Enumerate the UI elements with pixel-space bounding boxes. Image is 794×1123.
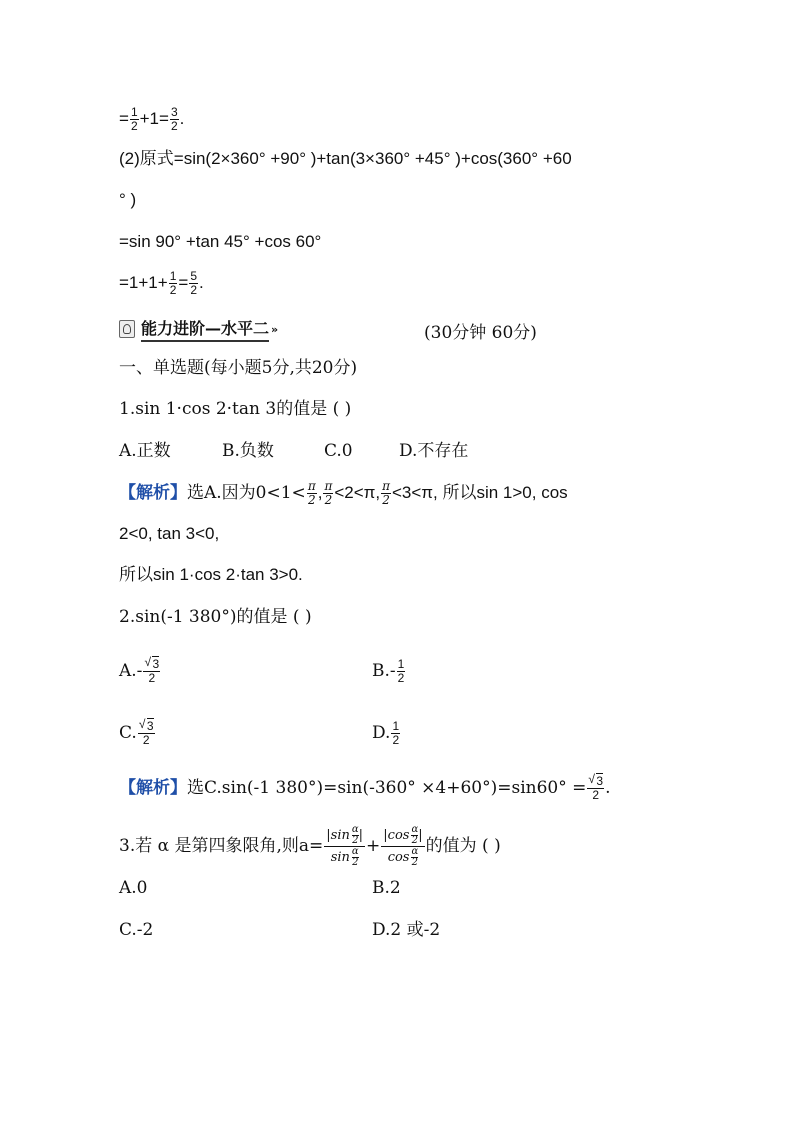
denominator: 2: [397, 671, 405, 685]
question-3-option-d: D.2 或-2: [372, 920, 441, 940]
question-2-option-a: [119, 658, 161, 685]
question-1-stem: 1.sin 1·cos 2·tan 3的值是 ( ): [119, 399, 352, 419]
numerator: α: [411, 824, 419, 835]
numerator: α: [351, 824, 359, 835]
denominator: 2: [411, 835, 419, 846]
option-label: B.-: [372, 661, 396, 681]
section-title: 能力进阶—水平二: [141, 316, 269, 342]
numerator: π: [324, 479, 333, 493]
denominator: 2: [307, 493, 316, 507]
question-1-option-a: A.正数: [119, 441, 171, 461]
numerator: 1: [392, 719, 400, 733]
radicand: 3: [596, 774, 604, 788]
text: .: [179, 108, 185, 128]
denominator: 2: [392, 733, 400, 747]
numerator: 1: [130, 105, 138, 119]
lightbulb-icon: [119, 320, 135, 338]
question-1-analysis-line-3: 所以sin 1·cos 2·tan 3>0.: [119, 565, 303, 584]
denominator: 2: [190, 283, 198, 297]
text: 3.若 α 是第四象限角,则a=: [119, 836, 324, 856]
denominator: 2: [324, 493, 333, 507]
question-1-option-c: C.0: [324, 441, 353, 461]
fraction: [587, 775, 604, 802]
fraction: [391, 720, 400, 747]
sqrt-symbol: [139, 719, 154, 733]
analysis-label: 【解析】: [119, 483, 187, 503]
option-label: D.: [372, 723, 391, 743]
numerator: α: [351, 846, 359, 857]
text: 选C.sin(-1 380°)=sin(-360° ×4+60°)=sin60° =: [187, 778, 587, 798]
question-2-option-c: [119, 720, 156, 747]
text: +: [366, 836, 381, 856]
text: .: [605, 778, 611, 798]
fraction: [189, 270, 198, 297]
fraction: [130, 106, 139, 133]
denominator: 2: [352, 857, 359, 868]
analysis-label: 【解析】: [119, 778, 187, 798]
text: |: [358, 828, 364, 843]
solution-line-3: ° ): [119, 190, 137, 209]
text: =: [119, 108, 129, 128]
solution-line-2: (2)原式=sin(2×360° +90° )+tan(3×360° +45° )+cos(360° +60: [119, 149, 572, 168]
section-timing: (30分钟 60分): [424, 323, 537, 343]
sqrt-symbol: [144, 657, 159, 671]
alpha-half: [352, 825, 359, 846]
text: +1=: [139, 108, 169, 128]
numerator: 3: [170, 105, 178, 119]
section-header: [119, 316, 278, 342]
radicand: 3: [152, 657, 160, 671]
text: <2<π,: [334, 483, 381, 502]
numerator: 1: [169, 269, 177, 283]
text: ,: [317, 483, 323, 502]
question-3-option-a: A.0: [119, 878, 148, 898]
text: cos: [387, 850, 410, 865]
text: <3<π, 所以sin 1>0, cos: [391, 483, 568, 502]
text: =1+1+: [119, 272, 168, 292]
denominator: 2: [382, 493, 390, 507]
numerator: 1: [397, 657, 405, 671]
fraction: [381, 480, 391, 507]
solution-line-1: [119, 106, 184, 133]
fraction: [169, 270, 178, 297]
question-group-header: 一、单选题(每小题5分,共20分): [119, 358, 358, 378]
fraction: [397, 658, 406, 685]
question-2-analysis: [119, 775, 610, 802]
numerator: α: [411, 846, 419, 857]
fraction: [143, 658, 160, 685]
denominator: 2: [142, 733, 150, 747]
denominator: 2: [130, 119, 138, 133]
question-3-option-c: C.-2: [119, 920, 154, 940]
denominator: 2: [169, 283, 177, 297]
text: .: [199, 272, 204, 292]
solution-line-5: [119, 270, 204, 297]
radicand: 3: [146, 719, 154, 733]
denominator: 2: [148, 671, 156, 685]
question-1-option-b: B.负数: [222, 441, 274, 461]
text: 的值为 ( ): [425, 836, 501, 856]
question-2-option-b: [372, 658, 406, 685]
fraction: [170, 106, 179, 133]
option-label: A.-: [119, 661, 143, 681]
question-1-option-d: D.不存在: [399, 441, 469, 461]
solution-line-4: =sin 90° +tan 45° +cos 60°: [119, 232, 322, 251]
fraction: [138, 720, 155, 747]
denominator: 2: [352, 835, 359, 846]
question-2-stem: 2.sin(-1 380°)的值是 ( ): [119, 607, 312, 627]
sqrt-symbol: [588, 774, 603, 788]
text: |cos: [383, 828, 410, 843]
text: sin: [330, 850, 350, 865]
question-1-analysis-line-2: 2<0, tan 3<0,: [119, 524, 220, 543]
text: |: [418, 828, 423, 843]
question-1-analysis-line-1: [119, 480, 568, 507]
double-arrow-icon: »: [271, 322, 279, 336]
alpha-half: [411, 847, 418, 868]
numerator: π: [382, 479, 390, 493]
question-2-option-d: [372, 720, 401, 747]
alpha-half: [352, 847, 359, 868]
text: 选A.因为0<1<: [187, 483, 306, 503]
fraction: [307, 480, 317, 507]
denominator: 2: [592, 788, 600, 802]
numerator: 5: [190, 269, 198, 283]
question-3-stem: [119, 825, 501, 868]
denominator: 2: [170, 119, 178, 133]
text: =: [178, 272, 189, 292]
denominator: 2: [411, 857, 419, 868]
numerator: π: [307, 479, 316, 493]
fraction-sin: [324, 825, 365, 868]
fraction: [323, 480, 333, 507]
option-label: C.: [119, 723, 137, 743]
question-3-option-b: B.2: [372, 878, 401, 898]
text: |sin: [326, 828, 350, 843]
fraction-cos: [381, 825, 424, 868]
